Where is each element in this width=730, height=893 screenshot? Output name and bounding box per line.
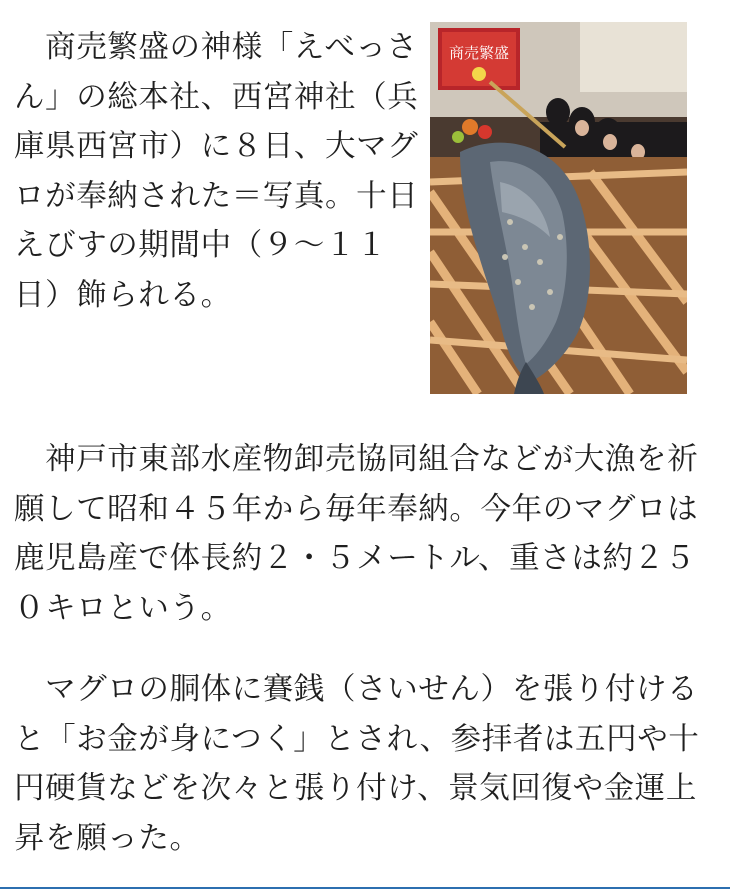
paragraph-2 <box>14 435 698 633</box>
text-line: 円硬貨などを次々と張り付け、景気回復や金運上 <box>14 771 697 806</box>
text-line: ０キロという。 <box>14 590 232 626</box>
text-line: えびすの期間中（９～１１ <box>14 228 388 263</box>
text-line: 鹿児島産で体長約２・５メートル、重さは約２５ <box>14 541 696 576</box>
text-line: 庫県西宮市）に８日、大マグ <box>14 129 419 164</box>
text-line: 商売繁盛の神様「えべっさ <box>14 30 418 65</box>
tuna-offering-photo <box>430 22 687 394</box>
text-line: ロが奉納された＝写真。十日 <box>14 178 419 214</box>
text-line: 昇を願った。 <box>14 820 201 856</box>
paragraph-3 <box>14 665 699 863</box>
text-line: ん」の総本社、西宮神社（兵 <box>14 79 419 115</box>
text-line: マグロの胴体に賽銭（さいせん）を張り付ける <box>14 672 699 707</box>
bottom-divider <box>0 887 730 889</box>
text-line: と「お金が身につく」とされ、参拝者は五円や十 <box>14 721 700 757</box>
text-line: 願して昭和４５年から毎年奉納。今年のマグロは <box>14 491 699 527</box>
banner-text: 商売繁盛 <box>448 44 510 62</box>
text-line: 日）飾られる。 <box>14 277 232 313</box>
text-line: 神戸市東部水産物卸売協同組合などが大漁を祈 <box>14 442 699 477</box>
paragraph-1 <box>14 23 418 320</box>
